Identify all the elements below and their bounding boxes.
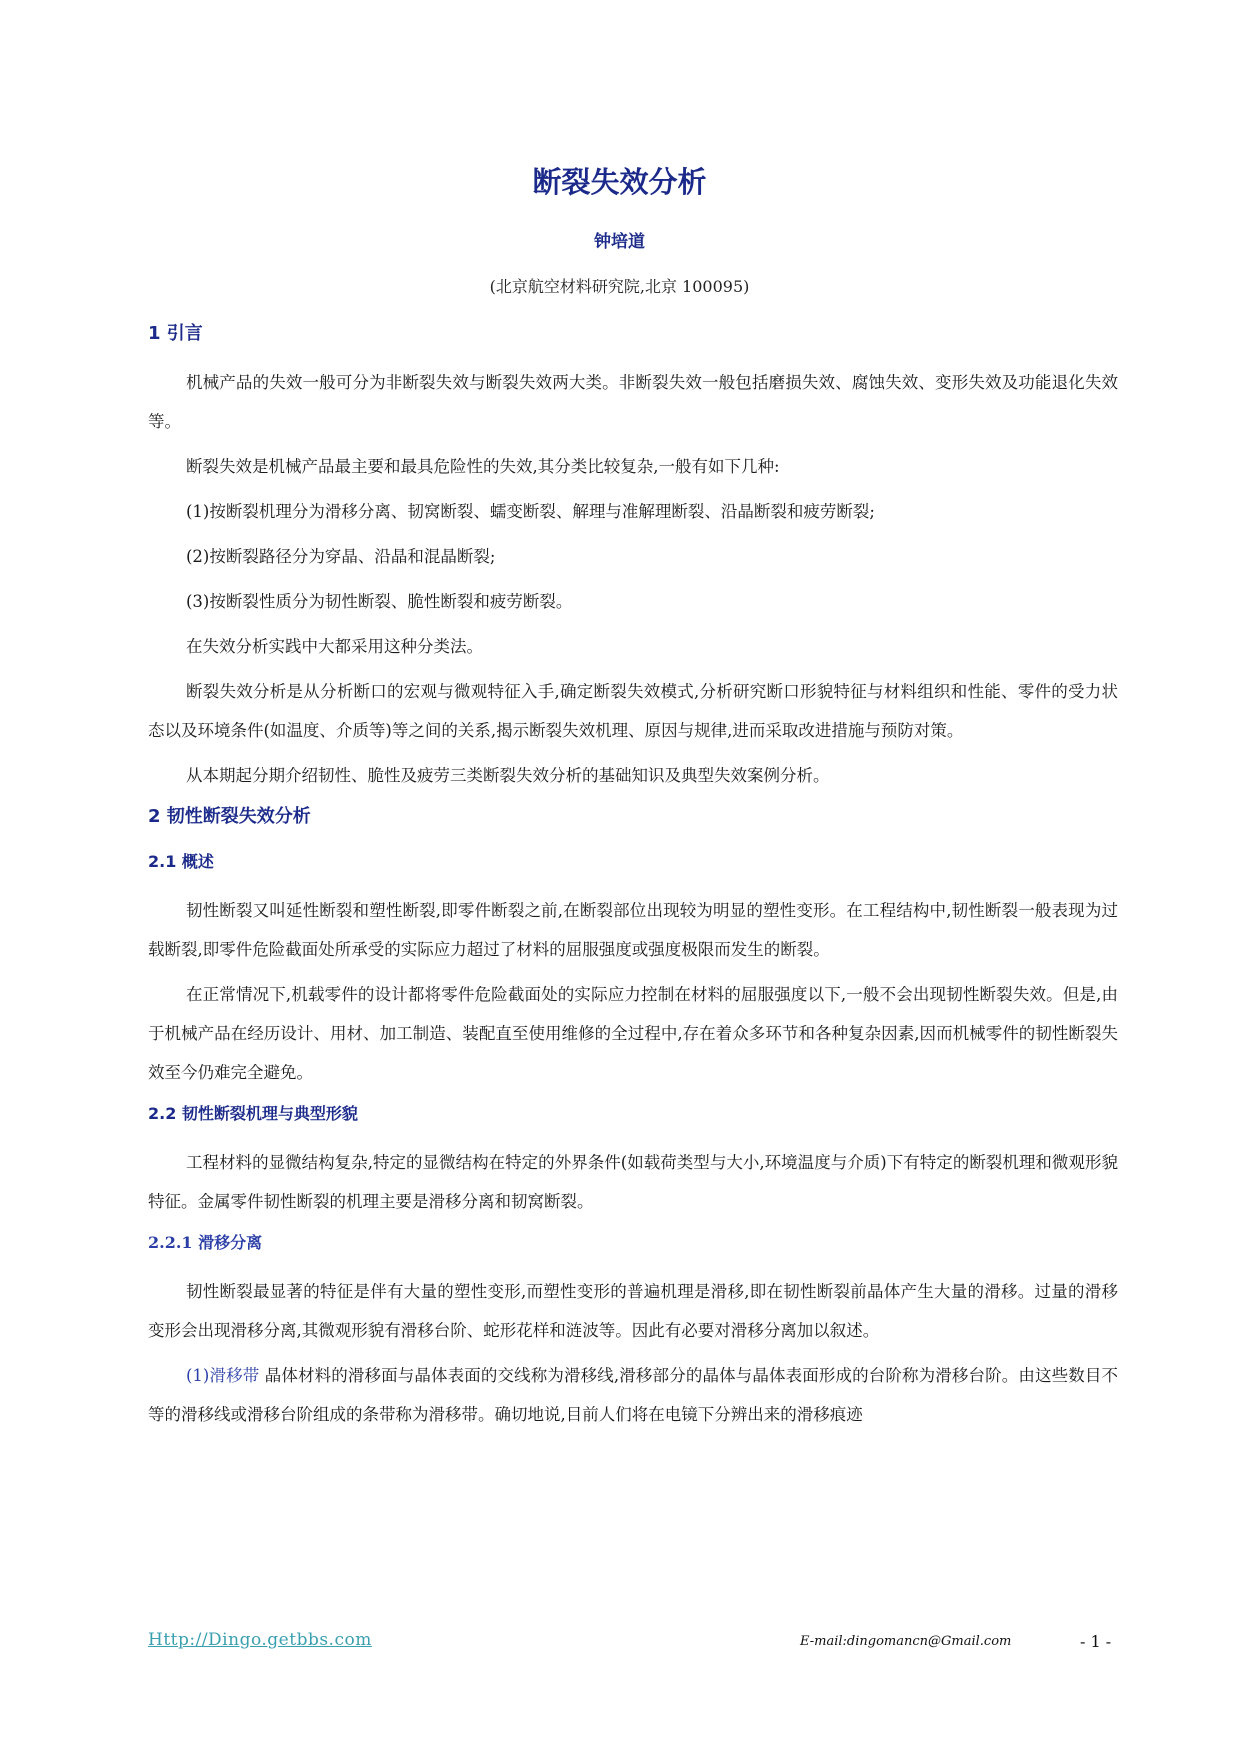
subsection-heading-mechanism: 2.2 韧性断裂机理与典型形貌	[148, 1104, 358, 1123]
author-affiliation: (北京航空材料研究院,北京 100095)	[489, 277, 750, 296]
page-number: - 1 -	[1080, 1632, 1112, 1651]
paragraph: 断裂失效是机械产品最主要和最具危险性的失效,其分类比较复杂,一般有如下几种:	[186, 457, 780, 476]
term-label: (1)滑移带	[186, 1366, 260, 1385]
paragraph: 工程材料的显微结构复杂,特定的显微结构在特定的外界条件(如载荷类型与大小,环境温度与介质)下有特定的断裂机理和微观形貌特征。金属零件韧性断裂的机理主要是滑移分离和韧窝断裂。	[148, 1153, 1118, 1211]
paragraph: 从本期起分期介绍韧性、脆性及疲劳三类断裂失效分析的基础知识及典型失效案例分析。	[186, 766, 830, 785]
footer-email: E-mail:dingomancn@Gmail.com	[800, 1634, 1012, 1649]
paragraph: 在正常情况下,机载零件的设计都将零件危险截面处的实际应力控制在材料的屈服强度以下,一般不会出现韧性断裂失效。但是,由于机械产品在经历设计、用材、加工制造、装配直至使用维修的全过程中,存在着众多环节和各种复杂因素,因而机械零件的韧性断裂失效至今仍难完全避免。	[148, 985, 1118, 1082]
footer-website-link[interactable]: Http://Dingo.getbbs.com	[148, 1630, 372, 1650]
list-item: (2)按断裂路径分为穿晶、沿晶和混晶断裂;	[186, 547, 496, 566]
paragraph: 断裂失效分析是从分析断口的宏观与微观特征入手,确定断裂失效模式,分析研究断口形貌特征与材料组织和性能、零件的受力状态以及环境条件(如温度、介质等)等之间的关系,揭示断裂失效机理、原因与规律,进而采取改进措施与预防对策。	[148, 682, 1118, 740]
paragraph: 韧性断裂最显著的特征是伴有大量的塑性变形,而塑性变形的普遍机理是滑移,即在韧性断裂前晶体产生大量的滑移。过量的滑移变形会出现滑移分离,其微观形貌有滑移台阶、蛇形花样和涟波等。因此有必要对滑移分离加以叙述。	[148, 1282, 1118, 1340]
paragraph: 在失效分析实践中大都采用这种分类法。	[186, 637, 483, 656]
document-title: 断裂失效分析	[532, 165, 707, 199]
paragraph: 机械产品的失效一般可分为非断裂失效与断裂失效两大类。非断裂失效一般包括磨损失效、腐蚀失效、变形失效及功能退化失效等。	[148, 373, 1118, 431]
list-item: (3)按断裂性质分为韧性断裂、脆性断裂和疲劳断裂。	[186, 592, 573, 611]
subsection-heading-overview: 2.1 概述	[148, 852, 214, 871]
section-heading-ductile-fracture: 2 韧性断裂失效分析	[148, 806, 311, 827]
subsubsection-heading-slip-separation: 2.2.1 滑移分离	[148, 1233, 263, 1252]
paragraph	[148, 1356, 1118, 1434]
list-item: (1)按断裂机理分为滑移分离、韧窝断裂、蠕变断裂、解理与准解理断裂、沿晶断裂和疲劳断裂;	[186, 502, 875, 521]
author-name: 钟培道	[594, 232, 645, 252]
section-heading-introduction: 1 引言	[148, 323, 203, 344]
document-body	[148, 318, 1118, 1440]
paragraph: 韧性断裂又叫延性断裂和塑性断裂,即零件断裂之前,在断裂部位出现较为明显的塑性变形。在工程结构中,韧性断裂一般表现为过载断裂,即零件危险截面处所承受的实际应力超过了材料的屈服强度或强度极限而发生的断裂。	[148, 901, 1118, 959]
paragraph-text: 晶体材料的滑移面与晶体表面的交线称为滑移线,滑移部分的晶体与晶体表面形成的台阶称为滑移台阶。由这些数目不等的滑移线或滑移台阶组成的条带称为滑移带。确切地说,目前人们将在电镜下分辨出来的滑移痕迹	[148, 1366, 1118, 1424]
